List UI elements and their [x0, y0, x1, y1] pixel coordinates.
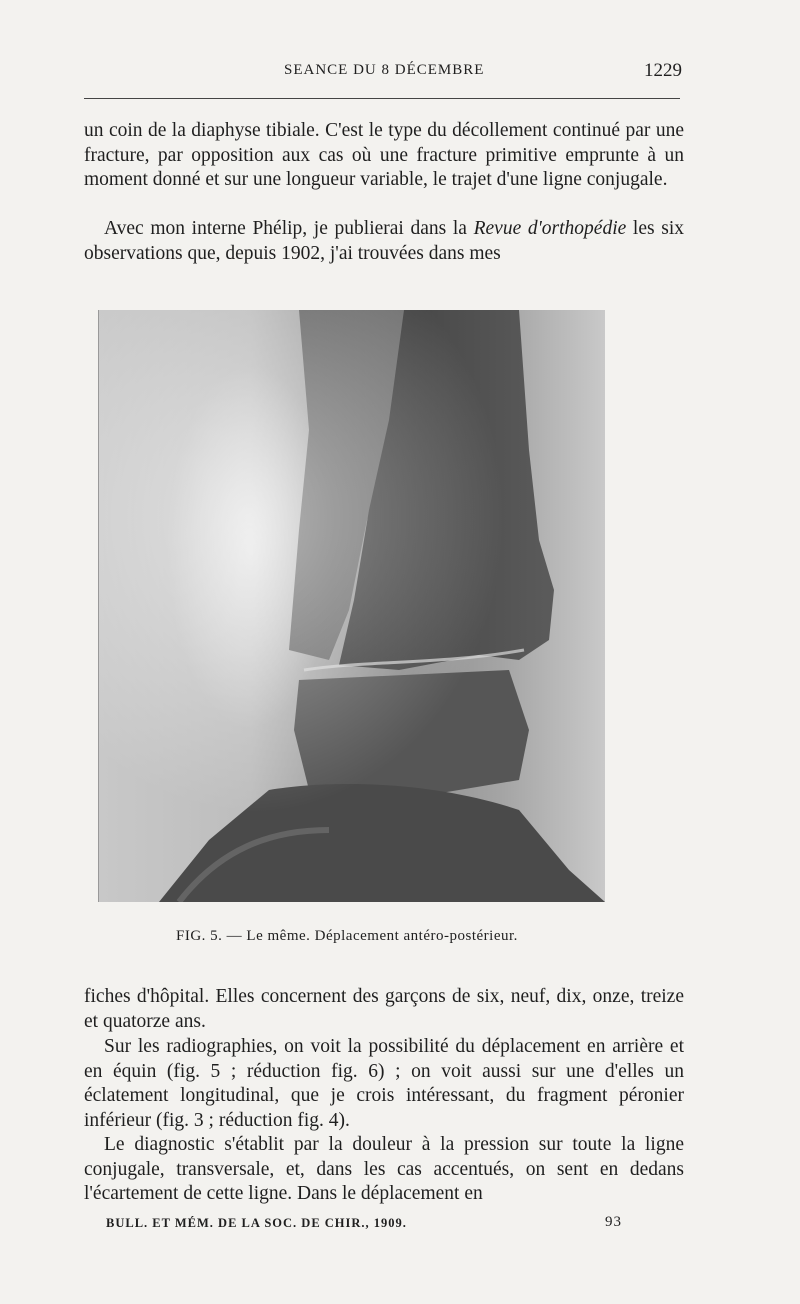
paragraph-2-text-a: Avec mon interne Phélip, je publierai dans la [104, 218, 474, 239]
radiograph-image [99, 310, 605, 902]
paragraph-3: fiches d'hôpital. Elles concernent des garçons de six, neuf, dix, onze, treize et quatorze ans. [84, 986, 684, 1032]
signature-number: 93 [605, 1214, 622, 1230]
paragraph-1: un coin de la diaphyse tibiale. C'est le type du décollement continué par une fracture, par opposition aux cas où une fracture primitive emprunte à un moment donné et sur une longueur variable, le trajet d'une ligne conjugale. [84, 120, 684, 190]
page-footer [106, 1214, 626, 1236]
paragraph-5: Le diagnostic s'établit par la douleur à la pression sur toute la ligne conjugale, transversale, et, dans les cas accentués, on sent en dedans l'écartement de cette ligne. Dans le déplacement en [84, 1134, 684, 1204]
radiograph-figure [98, 310, 605, 902]
running-header [84, 60, 682, 86]
journal-reference: BULL. ET MÉM. DE LA SOC. DE CHIR., 1909. [106, 1216, 407, 1230]
header-title: SEANCE DU 8 DÉCEMBRE [284, 62, 485, 78]
paragraph-4: Sur les radiographies, on voit la possibilité du déplacement en arrière et en équin (fig. 5 ; réduction fig. 6) ; on voit aussi sur une d'elles un éclatement longitudinal, que je crois intéressant, du fragment péronier inférieur (fig. 3 ; réduction fig. 4). [84, 1036, 684, 1131]
page-number: 1229 [644, 60, 682, 81]
paragraph-2 [84, 217, 684, 266]
header-rule [84, 98, 680, 99]
paragraph-2-text-b: les six observations que, depuis 1902, j'ai trouvées dans mes [84, 218, 684, 264]
figure-caption: FIG. 5. — Le même. Déplacement antéro-postérieur. [176, 928, 518, 944]
journal-title: Revue d'orthopédie [473, 218, 627, 239]
